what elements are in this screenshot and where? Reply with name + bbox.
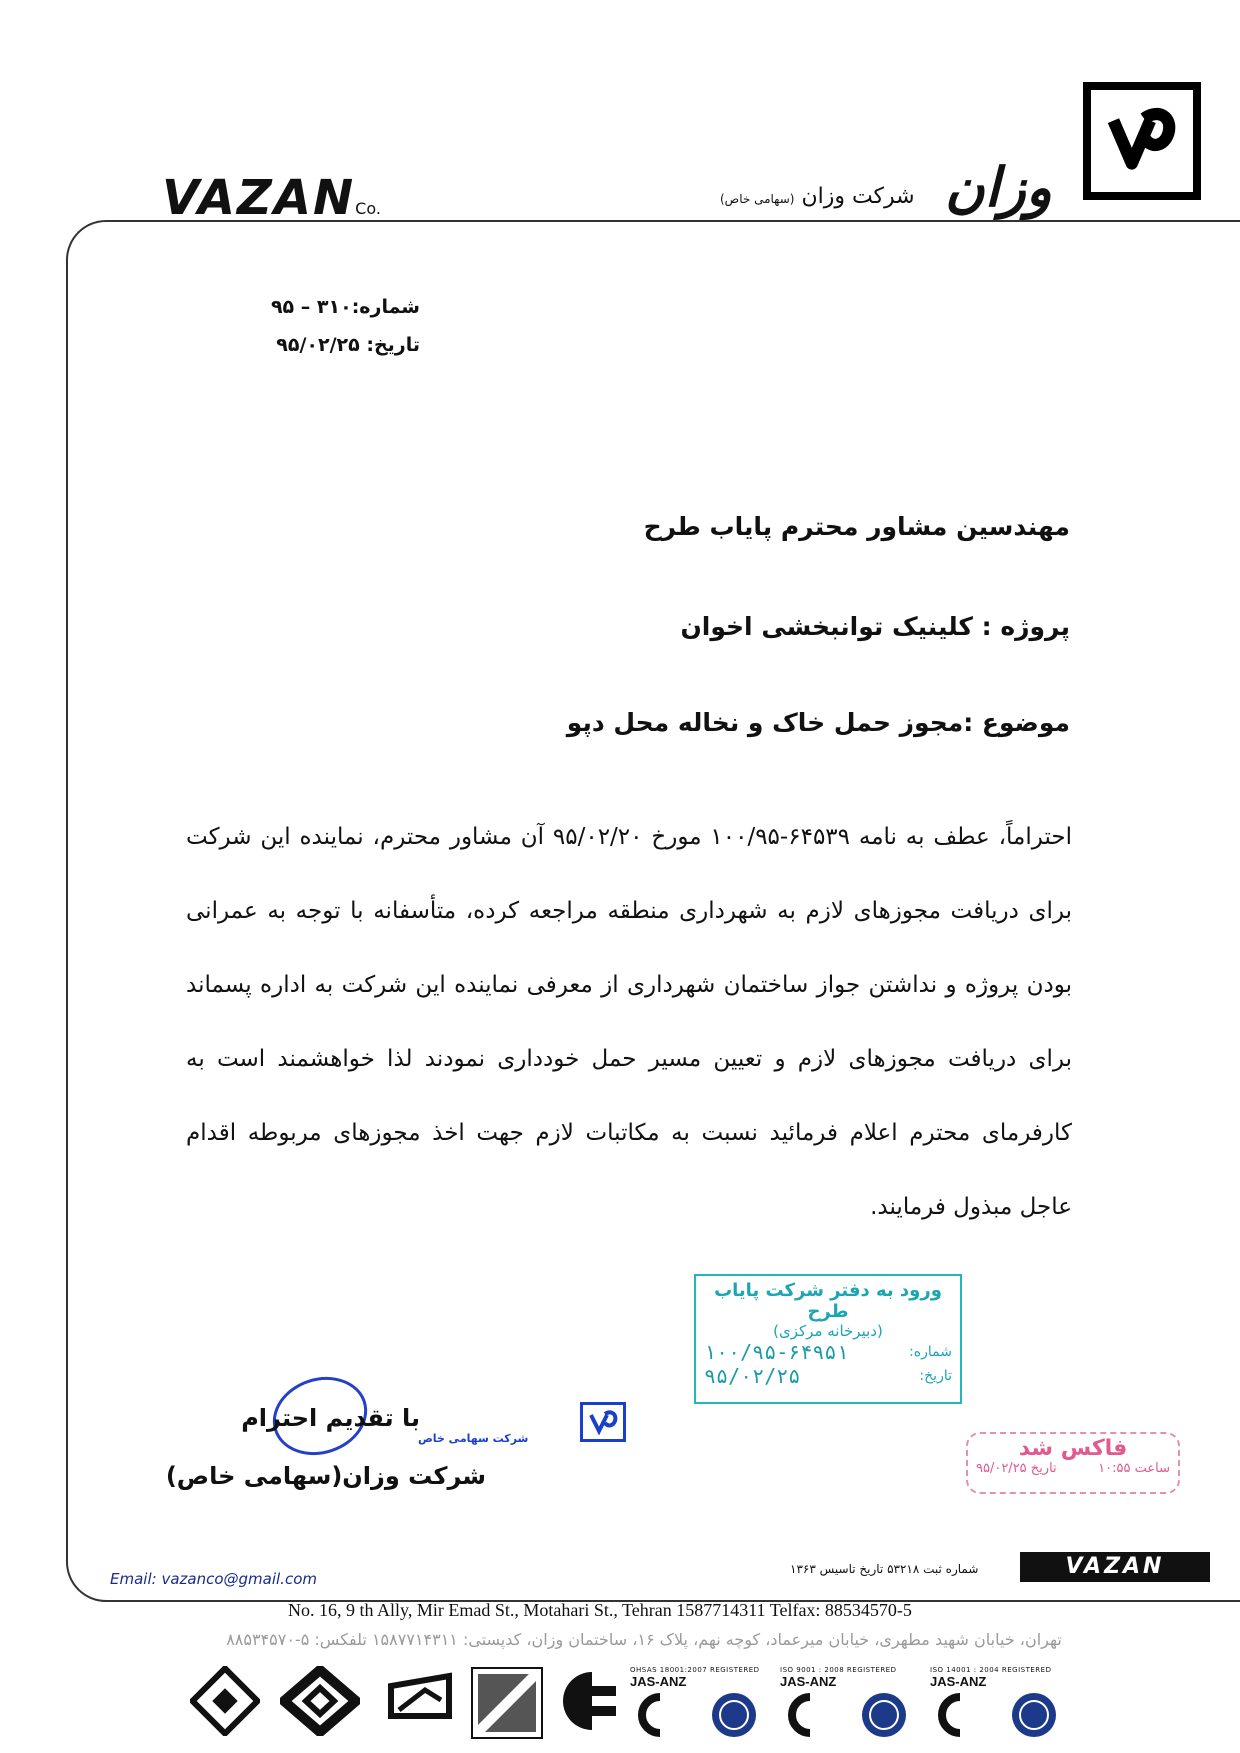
address-fa: تهران، خیابان شهید مطهری، خیابان میرعماد، کوچه نهم، پلاک ۱۶، ساختمان وزان، کدپستی: ۱۵۸۷۷۱۴۳۱۱ تلفکس: ۵-۸۸۵۳۴۵۷۰	[226, 1630, 1062, 1649]
iso9001-seal-icon	[780, 1689, 930, 1739]
letter-body: احتراماً، عطف به نامه ۶۴۵۳۹-۱۰۰/۹۵ مورخ ۹۵/۰۲/۲۰ آن مشاور محترم، نماینده این شرکت برای دریافت مجوزهای لازم به شهرداری منطقه مراجعه کرده، متأسفانه با توجه به عمرانی بودن پروژه و نداشتن جواز ساختمان شهرداری از معرفی نماینده این شرکت به اداره پسماند برای دریافت مجوزهای لازم و تعیین مسیر حمل خودداری نمودند لذا خواهشمند است به کارفرمای محترم اعلام فرمائید نسبت به مکاتبات لازم جهت اخذ مجوزهای مربوطه اقدام عاجل مبذول فرمایند.	[186, 824, 1072, 1220]
cert-ohsas-label: JAS-ANZ	[630, 1674, 687, 1689]
brand-farsi-logo: وزان	[945, 156, 1052, 219]
email-label: Email:	[110, 1570, 157, 1588]
cert-iso14001-tiny: ISO 14001 : 2004 REGISTERED	[930, 1666, 1052, 1674]
stamp-number-value: ۱۰۰/۹۵-۶۴۹۵۱	[704, 1340, 849, 1364]
cert-iso9001-tiny: ISO 9001 : 2008 REGISTERED	[780, 1666, 897, 1674]
fax-title: فاکس شد	[1018, 1436, 1128, 1461]
company-name	[720, 184, 915, 209]
vazan-logo-icon	[1083, 82, 1201, 200]
cert-iso14001	[930, 1666, 1080, 1744]
fax-date-value: ۹۵/۰۲/۲۵	[976, 1461, 1027, 1476]
stamp-date-value: ۹۵/۰۲/۲۵	[704, 1364, 801, 1388]
iso14001-seal-icon	[930, 1689, 1080, 1739]
email-value[interactable]: vazanco@gmail.com	[161, 1570, 317, 1588]
address-en: No. 16, 9 th Ally, Mir Emad St., Motahari St., Tehran 1587714311 Telfax: 88534570-5	[288, 1600, 912, 1620]
brand-latin-logo	[162, 170, 381, 226]
fax-time-label: ساعت	[1134, 1461, 1170, 1476]
signature-company: شرکت وزان(سهامی خاص)	[165, 1462, 486, 1490]
company-type: (سهامی خاص)	[720, 192, 795, 206]
cert-iso9001-label: JAS-ANZ	[780, 1674, 837, 1689]
brand-latin-suffix: Co.	[355, 199, 381, 218]
registration-info: شماره ثبت ۵۳۲۱۸ تاریخ تاسیس ۱۳۶۳	[790, 1562, 979, 1576]
project-line: پروژه : کلینیک توانبخشی اخوان	[680, 612, 1070, 641]
fax-date-label: تاریخ	[1030, 1461, 1057, 1476]
fax-time-value: ۱۰:۵۵	[1098, 1461, 1131, 1476]
stamp-number-label: شماره:	[909, 1344, 952, 1360]
cert-iso14001-label: JAS-ANZ	[930, 1674, 987, 1689]
certification-logos	[190, 1666, 1100, 1746]
subject-line: موضوع :مجوز حمل خاک و نخاله محل دپو	[566, 708, 1070, 737]
engineering-org-logo-icon	[190, 1666, 260, 1744]
stamp-line1: ورود به دفتر شرکت پایاب طرح	[714, 1280, 942, 1322]
fax-stamp	[966, 1432, 1180, 1494]
ohsas-seal-icon	[630, 1689, 780, 1739]
stamp-date-label: تاریخ:	[919, 1368, 952, 1384]
footer-brand: VAZAN	[1020, 1552, 1210, 1582]
letter-date: تاریخ: ۹۵/۰۲/۲۵	[276, 334, 420, 356]
letter-number: شماره:۳۱۰ – ۹۵	[270, 296, 420, 318]
half-circle-logo-icon	[562, 1666, 622, 1744]
diamond-logo-icon	[280, 1666, 360, 1744]
cert-iso9001	[780, 1666, 930, 1744]
signature-stamp-text: شرکت سهامی خاص	[418, 1432, 529, 1445]
stamp-line2: (دبیرخانه مرکزی)	[773, 1322, 883, 1340]
grid-logo-icon	[470, 1666, 544, 1744]
recipient: مهندسین مشاور محترم پایاب طرح	[643, 512, 1070, 541]
brand-latin-text: VAZAN	[162, 170, 356, 226]
cert-ohsas	[630, 1666, 780, 1744]
small-vazan-logo-icon	[580, 1402, 626, 1442]
company-name-text: شرکت وزان	[801, 184, 915, 209]
closing-text: با تقدیم احترام	[241, 1404, 420, 1432]
footer-email	[110, 1570, 317, 1588]
cert-ohsas-tiny: OHSAS 18001:2007 REGISTERED	[630, 1666, 760, 1674]
roof-logo-icon	[385, 1666, 455, 1744]
received-stamp	[694, 1274, 962, 1404]
